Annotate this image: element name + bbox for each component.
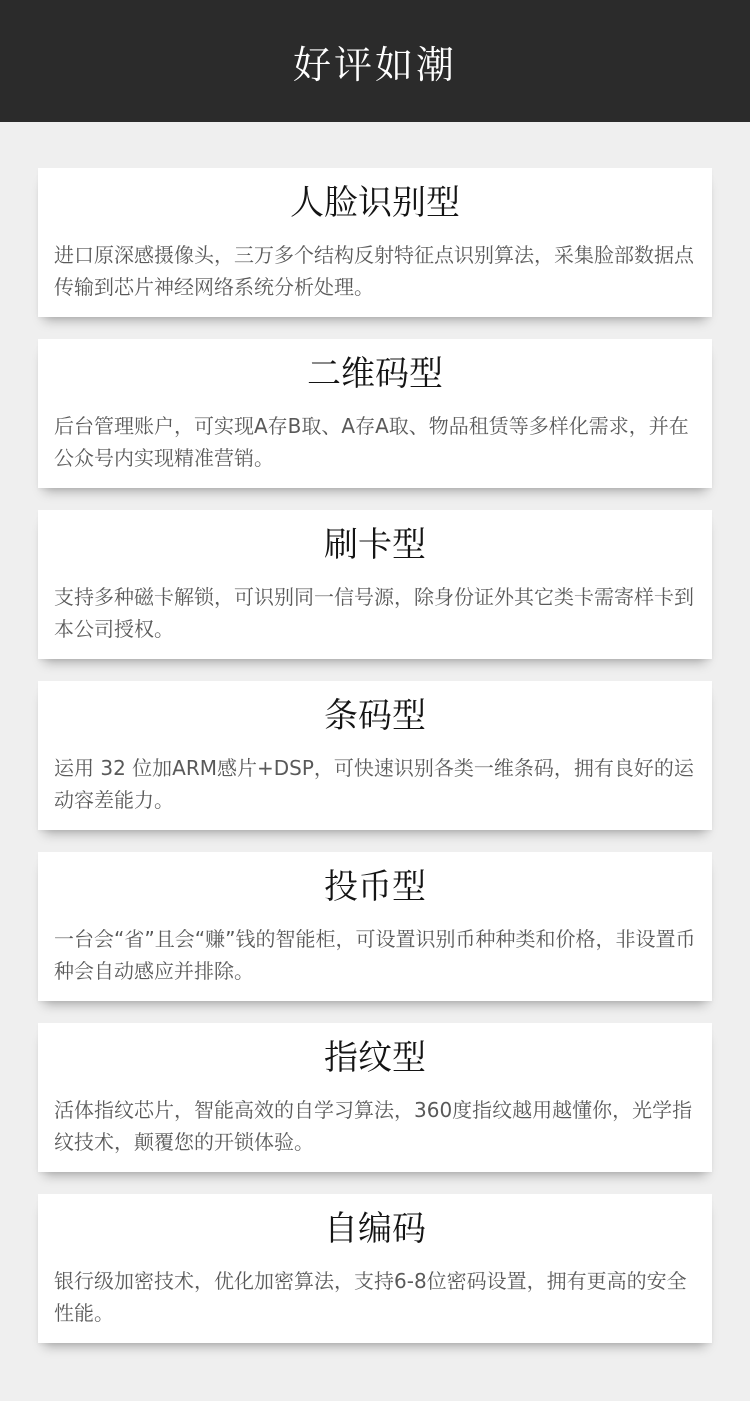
card-title: 人脸识别型 — [290, 183, 460, 223]
feature-card-qr-code — [38, 339, 712, 488]
card-title: 刷卡型 — [324, 525, 426, 565]
card-description: 运用 32 位加ARM感片+DSP，可快速识别各类一维条码，拥有良好的运动容差能力。 — [54, 756, 694, 812]
card-description: 后台管理账户，可实现A存B取、A存A取、物品租赁等多样化需求，并在公众号内实现精准营销。 — [54, 414, 689, 470]
feature-card-barcode — [38, 681, 712, 830]
feature-card-list — [0, 122, 750, 1343]
section-header-banner — [0, 0, 750, 122]
card-description: 进口原深感摄像头，三万多个结构反射特征点识别算法，采集脸部数据点传输到芯片神经网络系统分析处理。 — [54, 243, 694, 299]
card-description: 银行级加密技术，优化加密算法，支持6-8位密码设置，拥有更高的安全性能。 — [54, 1269, 687, 1325]
feature-card-face-recognition — [38, 168, 712, 317]
section-title: 好评如潮 — [292, 42, 457, 87]
feature-card-self-coding — [38, 1194, 712, 1343]
card-title: 二维码型 — [307, 354, 443, 394]
card-description: 活体指纹芯片，智能高效的自学习算法，360度指纹越用越懂你，光学指纹技术，颠覆您的开锁体验。 — [54, 1098, 693, 1154]
card-title: 投币型 — [324, 867, 426, 907]
feature-card-coin-operated — [38, 852, 712, 1001]
card-title: 条码型 — [324, 696, 426, 736]
card-description: 一台会“省”且会“赚”钱的智能柜，可设置识别币种种类和价格，非设置币种会自动感应并排除。 — [54, 927, 696, 983]
card-title: 指纹型 — [324, 1038, 426, 1078]
feature-card-card-swipe — [38, 510, 712, 659]
card-description: 支持多种磁卡解锁，可识别同一信号源，除身份证外其它类卡需寄样卡到本公司授权。 — [54, 585, 694, 641]
feature-card-fingerprint — [38, 1023, 712, 1172]
card-title: 自编码 — [324, 1209, 426, 1249]
